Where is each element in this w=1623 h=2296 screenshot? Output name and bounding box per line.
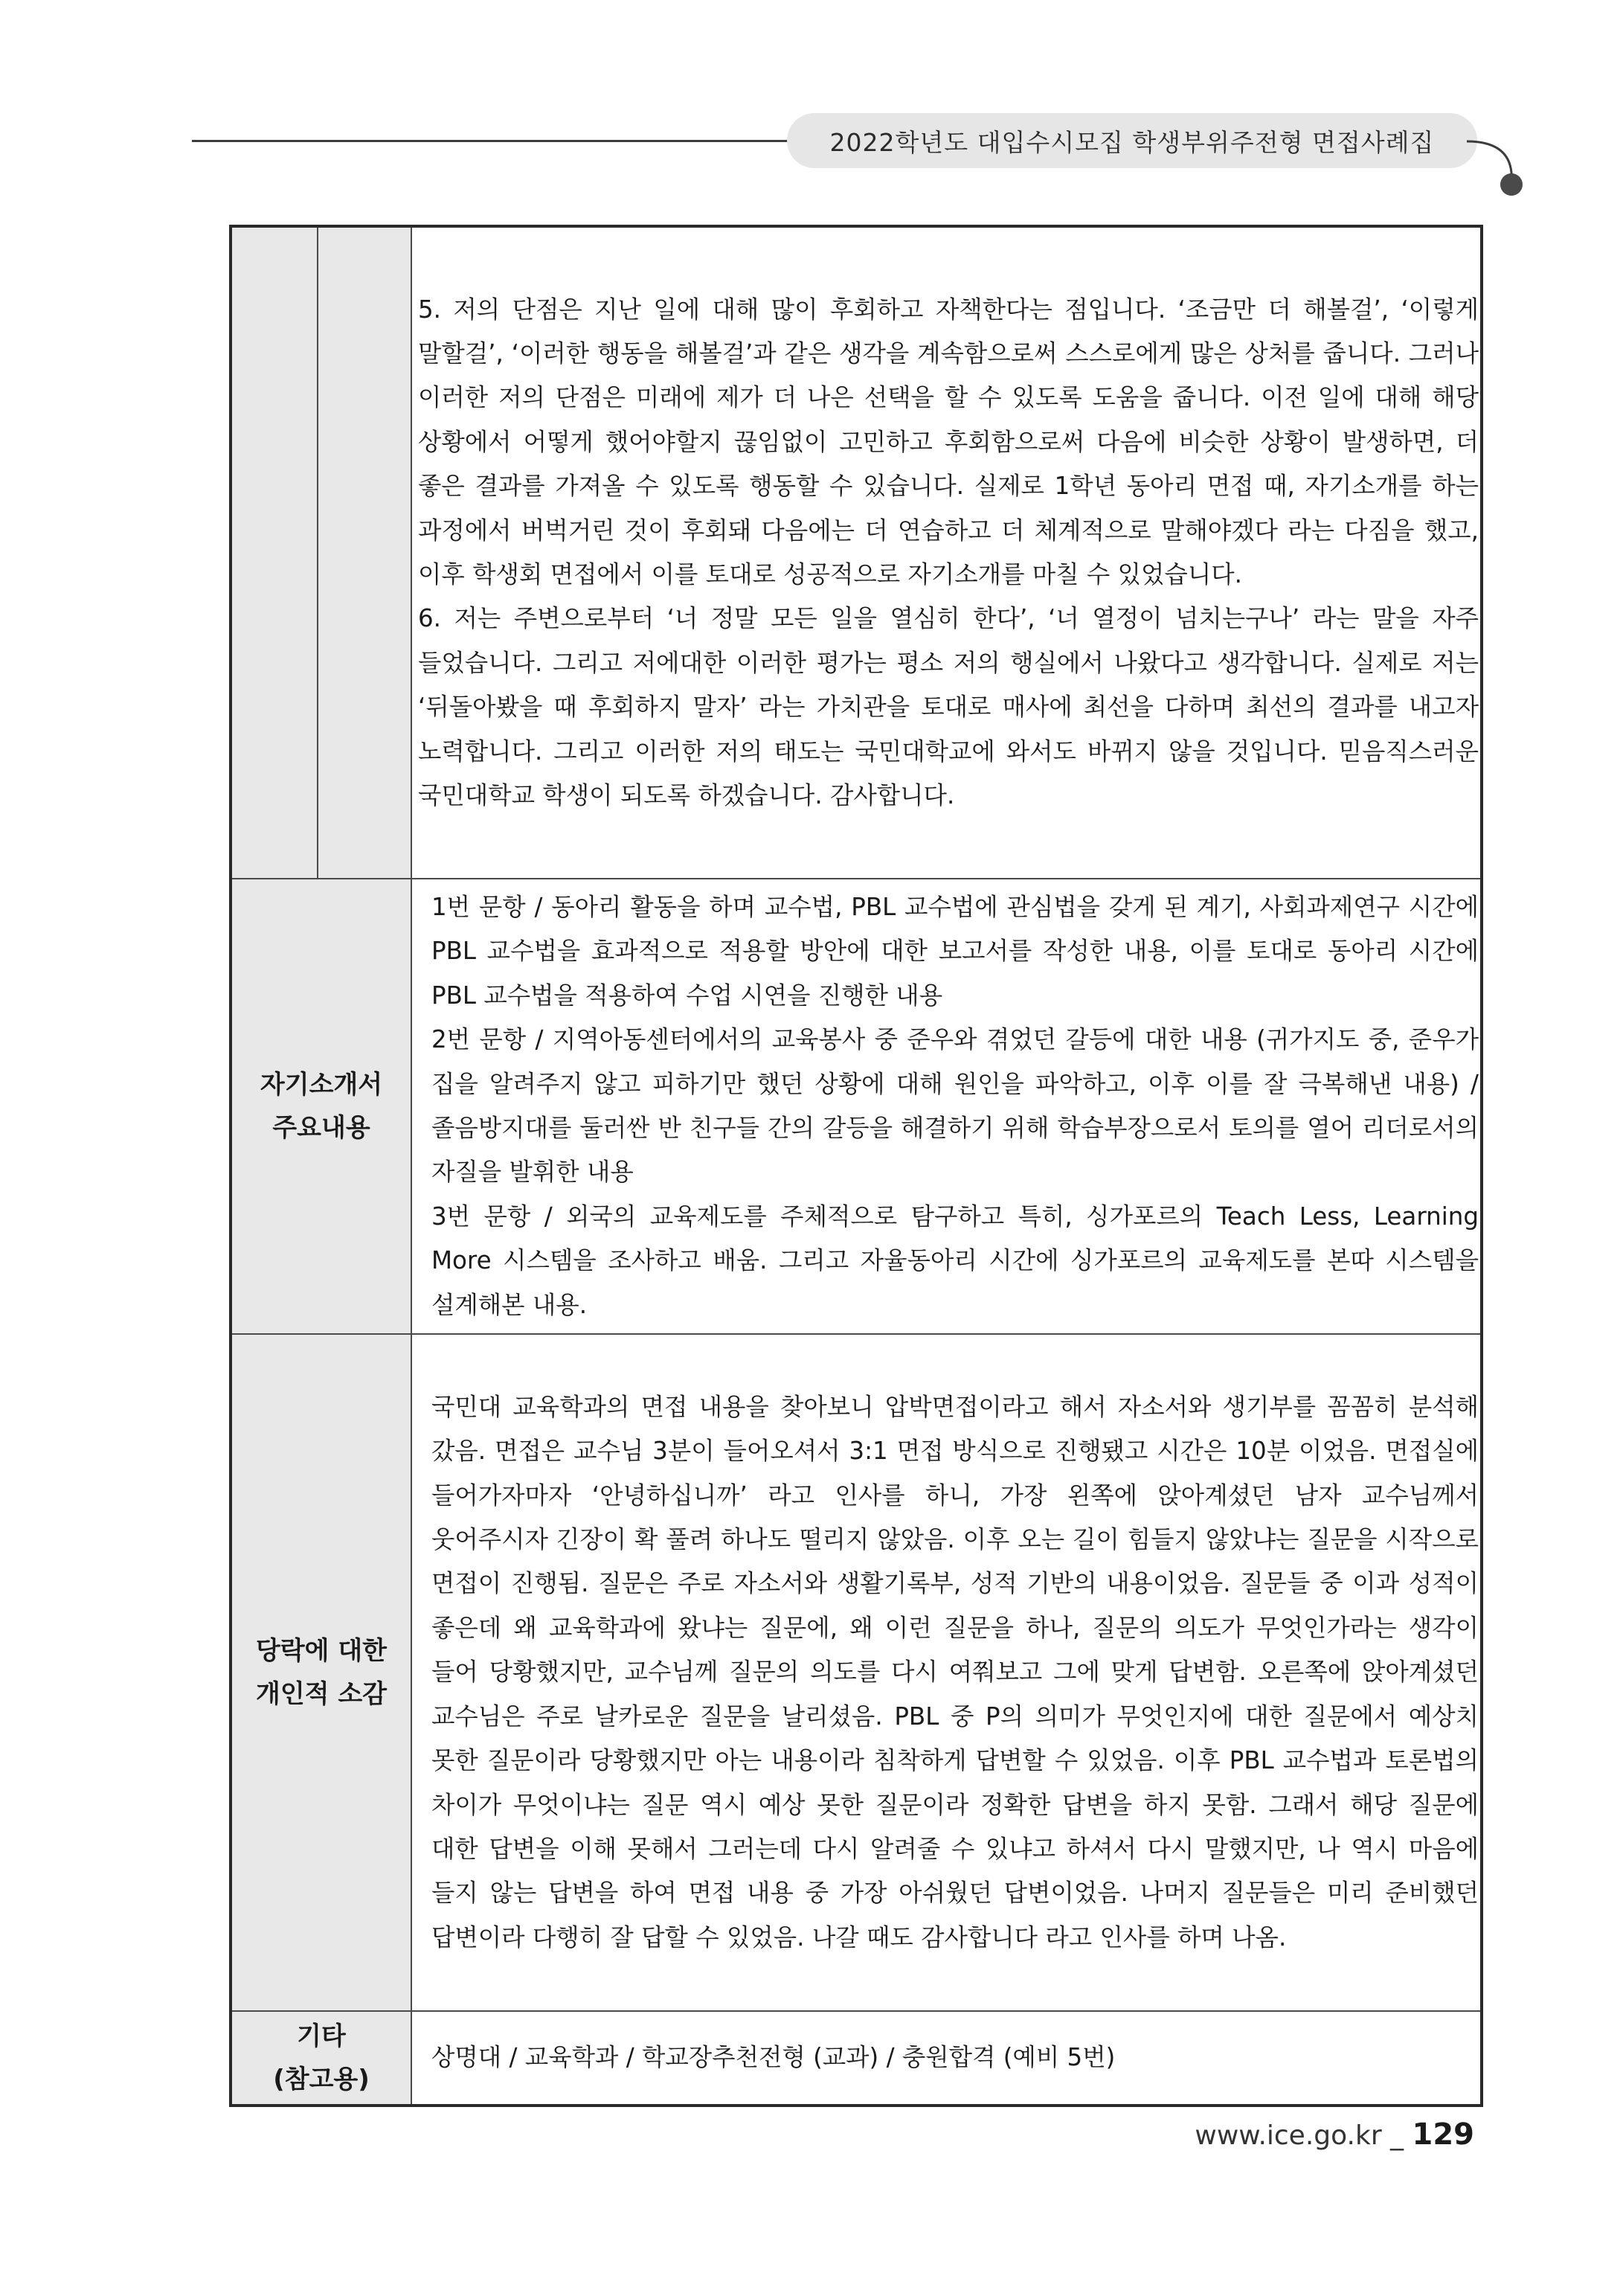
header-title: 2022학년도 대입수시모집 학생부위주전형 면접사례집 <box>829 127 1435 157</box>
row-label-self-intro <box>231 879 411 1334</box>
self-intro-content <box>411 879 1481 1334</box>
answer-paragraph-5: 5. 저의 단점은 지난 일에 대해 많이 후회하고 자책한다는 점입니다. ‘조금만 더 해볼걸’, ‘이렇게 말할걸’, ‘이러한 행동을 해볼걸’과 같은 생각을 계속함으로써 스스로에게 많은 상처를 줍니다. 그러나 이러한 저의 단점은 미래에 제가 더 나은 선택을 할 수 있도록 도움을 줍니다. 이전 일에 대해 해당 상황에서 어떻게 했어야할지 끊임없이 고민하고 후회함으로써 다음에 비슷한 상황이 발생하면, 더 좋은 결과를 가져올 수 있도록 행동할 수 있습니다. 실제로 1학년 동아리 면접 때, 자기소개를 하는 과정에서 버벅거린 것이 후회돼 다음에는 더 연습하고 더 체계적으로 말해야겠다 라는 다짐을 했고, 이후 학생회 면접에서 이를 토대로 성공적으로 자기소개를 마칠 수 있었습니다. <box>418 295 1479 589</box>
table-row-self-intro <box>231 879 1481 1334</box>
page-footer <box>1195 2117 1474 2152</box>
header-title-badge <box>787 113 1477 168</box>
header-curve-ornament <box>1465 126 1532 208</box>
label-line: (참고용) <box>273 2065 370 2094</box>
label-line: 자기소개서 <box>260 1070 383 1100</box>
label-line: 개인적 소감 <box>255 1679 388 1709</box>
interview-table <box>231 226 1482 2106</box>
essay-item-1: 1번 문항 / 동아리 활동을 하며 교수법, PBL 교수법에 관심법을 갖게 된 계기, 사회과제연구 시간에 PBL 교수법을 효과적으로 적용할 방안에 대한 보고서를 작성한 내용, 이를 토대로 동아리 시간에 PBL 교수법을 적용하여 수업 시연을 진행한 내용 <box>431 892 1479 1010</box>
essay-item-3: 3번 문항 / 외국의 교육제도를 주체적으로 탐구하고 특히, 싱가포르의 Teach Less, Learning More 시스템을 조사하고 배움. 그리고 자율동아리 시간에 싱가포르의 교육제도를 본따 시스템을 설계해본 내용. <box>431 1202 1479 1319</box>
etc-result: 상명대 / 교육학과 / 학교장추천전형 (교과) / 충원합격 (예비 5번) <box>431 2043 1116 2072</box>
table-row-etc <box>231 2011 1481 2105</box>
table-row-answers <box>231 227 1481 879</box>
impressions-content <box>411 1334 1481 2011</box>
label-line: 주요내용 <box>272 1113 370 1143</box>
answers-content <box>411 227 1481 879</box>
footer-site-url: www.ice.go.kr _ <box>1195 2120 1413 2151</box>
row-label-impressions <box>231 1334 411 2011</box>
row-sublabel-cell-empty <box>318 227 411 879</box>
row-label-etc <box>231 2011 411 2105</box>
answer-paragraph-6: 6. 저는 주변으로부터 ‘너 정말 모든 일을 열심히 한다’, ‘너 열정이 넘치는구나’ 라는 말을 자주 들었습니다. 그리고 저에대한 이러한 평가는 평소 저의 행실에서 나왔다고 생각합니다. 실제로 저는 ‘뒤돌아봤을 때 후회하지 말자’ 라는 가치관을 토대로 매사에 최선을 다하며 최선의 결과를 내고자 노력합니다. 그리고 이러한 저의 태도는 국민대학교에 와서도 바뀌지 않을 것입니다. 믿음직스러운 국민대학교 학생이 되도록 하겠습니다. 감사합니다. <box>418 604 1479 810</box>
table-row-impressions <box>231 1334 1481 2011</box>
ornament-dot <box>1500 173 1523 196</box>
essay-item-2: 2번 문항 / 지역아동센터에서의 교육봉사 중 준우와 겪었던 갈등에 대한 내용 (귀가지도 중, 준우가 집을 알려주지 않고 피하기만 했던 상황에 대해 원인을 파악하고, 이후 이를 잘 극복해낸 내용) / 졸음방지대를 둘러싼 반 친구들 간의 갈등을 해결하기 위해 학습부장으로서 토의를 열어 리더로서의 자질을 발휘한 내용 <box>431 1025 1479 1187</box>
impressions-paragraph: 국민대 교육학과의 면접 내용을 찾아보니 압박면접이라고 해서 자소서와 생기부를 꼼꼼히 분석해 갔음. 면접은 교수님 3분이 들어오셔서 3:1 면접 방식으로 진행됐고 시간은 10분 이었음. 면접실에 들어가자마자 ‘안녕하십니까’ 라고 인사를 하니, 가장 왼쪽에 앉아계셨던 남자 교수님께서 웃어주시자 긴장이 확 풀려 하나도 떨리지 않았음. 이후 오는 길이 힘들지 않았냐는 질문을 시작으로 면접이 진행됨. 질문은 주로 자소서와 생활기록부, 성적 기반의 내용이었음. 질문들 중 이과 성적이 좋은데 왜 교육학과에 왔냐는 질문에, 왜 이런 질문을 하나, 질문의 의도가 무엇인가라는 생각이 들어 당황했지만, 교수님께 질문의 의도를 다시 여쭤보고 그에 맞게 답변함. 오른쪽에 앉아계셨던 교수님은 주로 날카로운 질문을 날리셨음. PBL 중 P의 의미가 무엇인지에 대한 질문에서 예상치 못한 질문이라 당황했지만 아는 내용이라 침착하게 답변할 수 있었음. 이후 PBL 교수법과 토론법의 차이가 무엇이냐는 질문 역시 예상 못한 질문이라 정확한 답변을 하지 못함. 그래서 해당 질문에 대한 답변을 이해 못해서 그러는데 다시 알려줄 수 있냐고 하셔서 다시 말했지만, 나 역시 마음에 들지 않는 답변을 하여 면접 내용 중 가장 아쉬웠던 답변이었음. 나머지 질문들은 미리 준비했던 답변이라 다행히 잘 답할 수 있었음. 나갈 때도 감사합니다 라고 인사를 하며 나옴. <box>431 1392 1479 1952</box>
etc-content <box>411 2011 1481 2105</box>
row-label-cell-empty <box>231 227 318 879</box>
page-number: 129 <box>1412 2117 1474 2152</box>
header-rule <box>192 140 802 142</box>
label-line: 당락에 대한 <box>255 1636 388 1666</box>
label-line: 기타 <box>297 2021 346 2051</box>
